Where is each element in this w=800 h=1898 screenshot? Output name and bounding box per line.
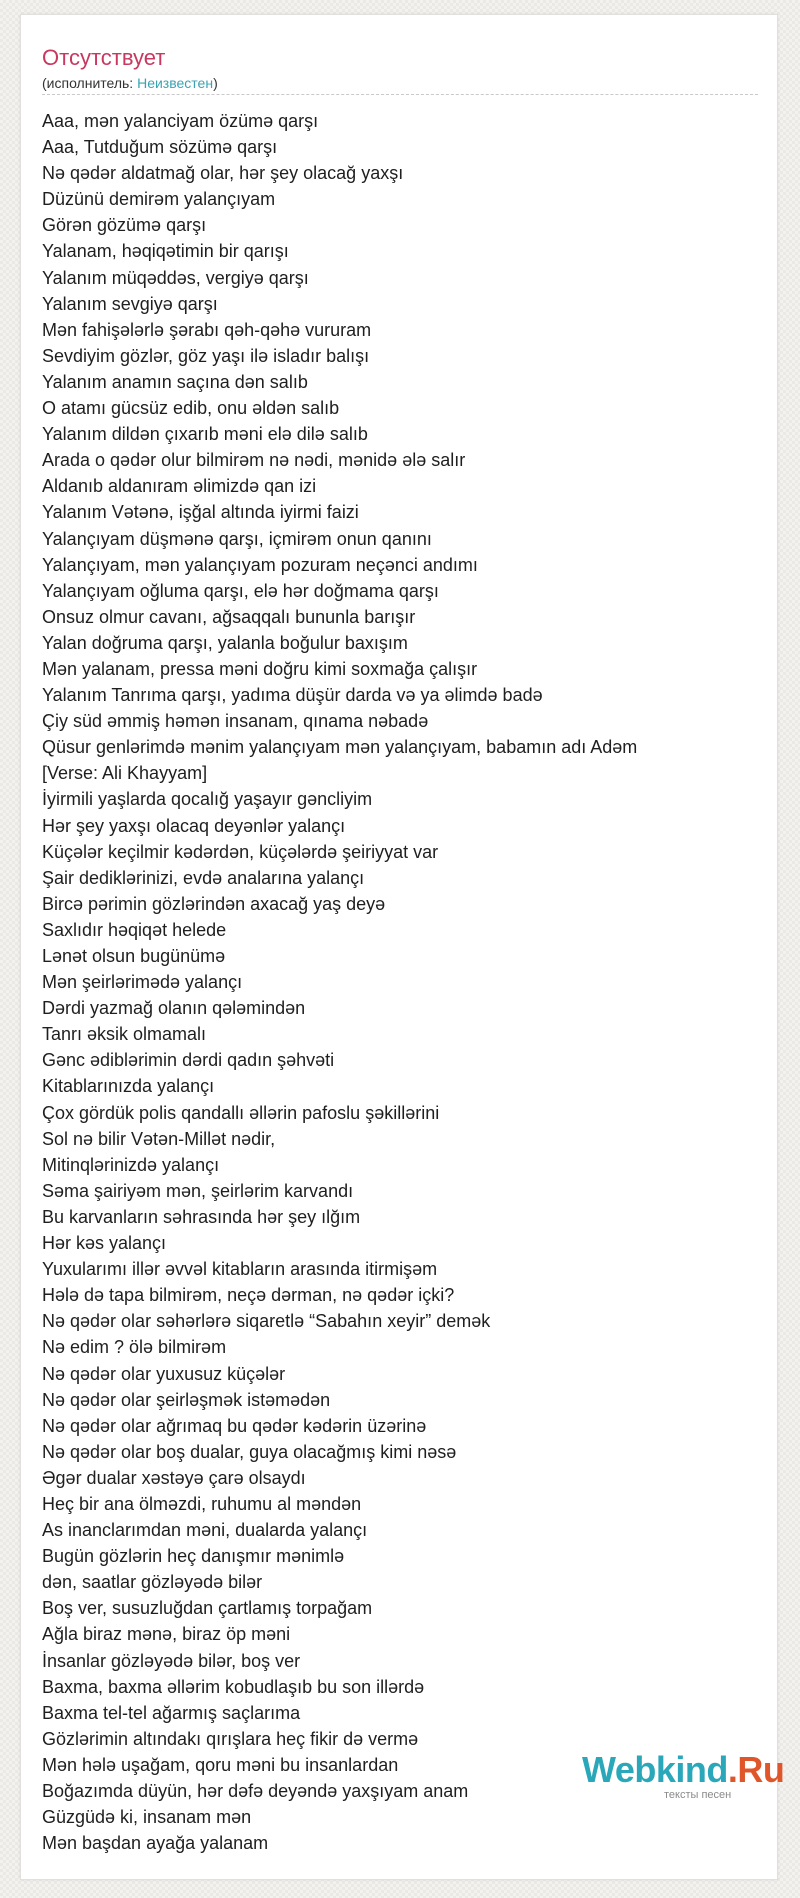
- lyric-line: As inanclarımdan məni, dualarda yalançı: [42, 1520, 368, 1541]
- artist-suffix: ): [213, 75, 218, 91]
- lyric-line: Mən yalanam, pressa məni doğru kimi soxmağa çalışır: [42, 658, 478, 679]
- lyric-line: Yalanam, həqiqətimin bir qarışı: [42, 241, 289, 262]
- lyric-line: Aaa, mən yalanciyam özümə qarşı: [42, 111, 319, 131]
- lyric-line: Nə qədər olar şeirləşmək istəmədən: [42, 1389, 331, 1410]
- lyric-line: Yalanım dildən çıxarıb məni elə dilə salıb: [42, 424, 368, 445]
- lyric-line: Hələ də tapa bilmirəm, neçə dərman, nə qədər içki?: [42, 1285, 455, 1306]
- lyric-line: Yuxularımı illər əvvəl kitabların arasında itirmişəm: [42, 1259, 438, 1280]
- lyric-line: Baxma tel-tel ağarmış saçlarıma: [42, 1702, 301, 1723]
- lyric-line: Yalançıyam oğluma qarşı, elə hər doğmama qarşı: [42, 580, 439, 601]
- lyric-line: [Verse: Ali Khayyam]: [42, 763, 208, 784]
- lyric-line: Sol nə bilir Vətən-Millət nədir,: [42, 1128, 276, 1149]
- lyric-line: Qüsur genlərimdə mənim yalançıyam mən yalançıyam, babamın adı Adəm: [42, 737, 638, 758]
- lyric-line: Onsuz olmur cavanı, ağsaqqalı bununla barışır: [42, 606, 416, 627]
- artist-prefix: (исполнитель:: [42, 75, 138, 91]
- lyric-line: Dərdi yazmağ olanın qələmindən: [42, 998, 306, 1019]
- lyric-line: Şair dediklərinizi, evdə analarına yalançı: [42, 867, 365, 888]
- lyric-line: Görən gözümə qarşı: [42, 215, 207, 236]
- lyric-line: Mən fahişələrlə şərabı qəh-qəhə vururam: [42, 319, 372, 340]
- lyric-line: Hər şey yaxşı olacaq deyənlər yalançı: [42, 815, 346, 836]
- lyric-line: Gözlərimin altındakı qırışlara heç fikir də vermə: [42, 1728, 419, 1749]
- lyric-line: Aaa, Tutduğum sözümə qarşı: [42, 137, 278, 158]
- lyric-line: Heç bir ana ölməzdi, ruhumu al məndən: [42, 1493, 362, 1514]
- lyric-line: Çiy süd əmmiş həmən insanam, qınama nəbadə: [42, 711, 429, 732]
- lyric-line: Tanrı əksik olmamalı: [42, 1024, 207, 1045]
- lyric-line: Lənət olsun bugünümə: [42, 946, 226, 966]
- lyric-line: Yalanım Vətənə, işğal altında iyirmi faizi: [42, 502, 359, 523]
- lyric-line: Kitablarınızda yalançı: [42, 1076, 215, 1097]
- logo-tagline: тексты песен: [664, 1789, 732, 1801]
- lyric-line: Əgər dualar xəstəyə çarə olsaydı: [42, 1467, 306, 1488]
- lyric-line: Bu karvanların səhrasında hər şey ılğım: [42, 1206, 361, 1227]
- lyric-line: Səma şairiyəm mən, şeirlərim karvandı: [42, 1180, 354, 1201]
- lyric-line: Boş ver, susuzluğdan çartlamış torpağam: [42, 1598, 373, 1619]
- lyric-line: Mitinqlərinizdə yalançı: [42, 1154, 220, 1175]
- lyric-line: Mən hələ uşağam, qoru məni bu insanlardan: [42, 1754, 399, 1775]
- logo-wordmark: [582, 1750, 784, 1790]
- lyric-line: Nə qədər olar ağrımaq bu qədər kədərin üzərinə: [42, 1415, 427, 1436]
- logo-domain: .Ru: [727, 1749, 785, 1790]
- lyric-line: Nə qədər olar boş dualar, guya olacağmış kimi nəsə: [42, 1441, 457, 1462]
- lyric-line: Nə qədər olar səhərlərə siqaretlə “Sabahın xeyir” demək: [42, 1311, 491, 1332]
- lyric-line: Bugün gözlərin heç danışmır mənimlə: [42, 1546, 345, 1567]
- lyrics-card: [20, 14, 785, 1880]
- lyric-line: Nə edim ? ölə bilmirəm: [42, 1337, 227, 1358]
- lyrics-body: [42, 108, 758, 1856]
- lyric-line: Düzünü demirəm yalançıyam: [42, 189, 276, 210]
- lyric-line: Saxlıdır həqiqət helede: [42, 919, 227, 940]
- lyric-line: Bircə pərimin gözlərindən axacağ yaş deyə: [42, 893, 386, 914]
- logo-brand: Webkind: [582, 1749, 728, 1790]
- header-divider: [42, 94, 758, 95]
- lyric-line: Yalançıyam, mən yalançıyam pozuram neçənci andımı: [42, 554, 478, 575]
- lyric-line: Hər kəs yalançı: [42, 1233, 167, 1254]
- lyric-line: dən, saatlar gözləyədə bilər: [42, 1572, 263, 1593]
- lyric-line: İyirmili yaşlarda qocalığ yaşayır gəncliyim: [42, 789, 373, 810]
- lyric-line: Yalançıyam düşmənə qarşı, içmirəm onun qanını: [42, 528, 432, 549]
- lyric-line: Yalanım sevgiyə qarşı: [42, 293, 218, 314]
- lyric-line: Küçələr keçilmir kədərdən, küçələrdə şeiriyyat var: [42, 841, 439, 862]
- lyric-line: Boğazımda düyün, hər dəfə deyəndə yaxşıyam anam: [42, 1781, 469, 1801]
- lyric-line: Nə qədər aldatmağ olar, hər şey olacağ yaxşı: [42, 163, 404, 184]
- lyric-line: Mən şeirlərimədə yalançı: [42, 972, 243, 993]
- lyric-line: Sevdiyim gözlər, göz yaşı ilə isladır balışı: [42, 345, 370, 366]
- lyric-line: İnsanlar gözləyədə bilər, boş ver: [42, 1650, 301, 1671]
- lyric-line: Gənc ədiblərimin dərdi qadın şəhvəti: [42, 1050, 335, 1071]
- artist-link[interactable]: Неизвестен: [137, 75, 214, 91]
- lyric-line: Baxma, baxma əllərim kobudlaşıb bu son illərdə: [42, 1676, 425, 1697]
- lyric-line: Ağla biraz mənə, biraz öp məni: [42, 1624, 291, 1645]
- lyric-line: Mən başdan ayağa yalanam: [42, 1833, 269, 1854]
- lyric-line: Yalanım müqəddəs, vergiyə qarşı: [42, 267, 309, 288]
- song-title: Отсутствует: [42, 45, 166, 70]
- lyric-line: O atamı gücsüz edib, onu əldən salıb: [42, 398, 340, 419]
- lyric-line: Yalanım Tanrıma qarşı, yadıma düşür darda və ya əlimdə badə: [42, 685, 543, 706]
- lyric-line: Arada o qədər olur bilmirəm nə nədi, mənidə ələ salır: [42, 450, 466, 471]
- site-logo[interactable]: [582, 1749, 785, 1810]
- lyric-line: Güzgüdə ki, insanam mən: [42, 1807, 252, 1828]
- artist-line: [42, 74, 218, 92]
- lyric-line: Çox gördük polis qandallı əllərin pafoslu şəkillərini: [42, 1102, 440, 1123]
- lyric-line: Yalan doğruma qarşı, yalanla boğulur baxışım: [42, 632, 408, 653]
- lyric-line: Aldanıb aldanıram əlimizdə qan izi: [42, 476, 317, 497]
- lyric-line: Nə qədər olar yuxusuz küçələr: [42, 1363, 286, 1384]
- lyric-line: Yalanım anamın saçına dən salıb: [42, 371, 308, 392]
